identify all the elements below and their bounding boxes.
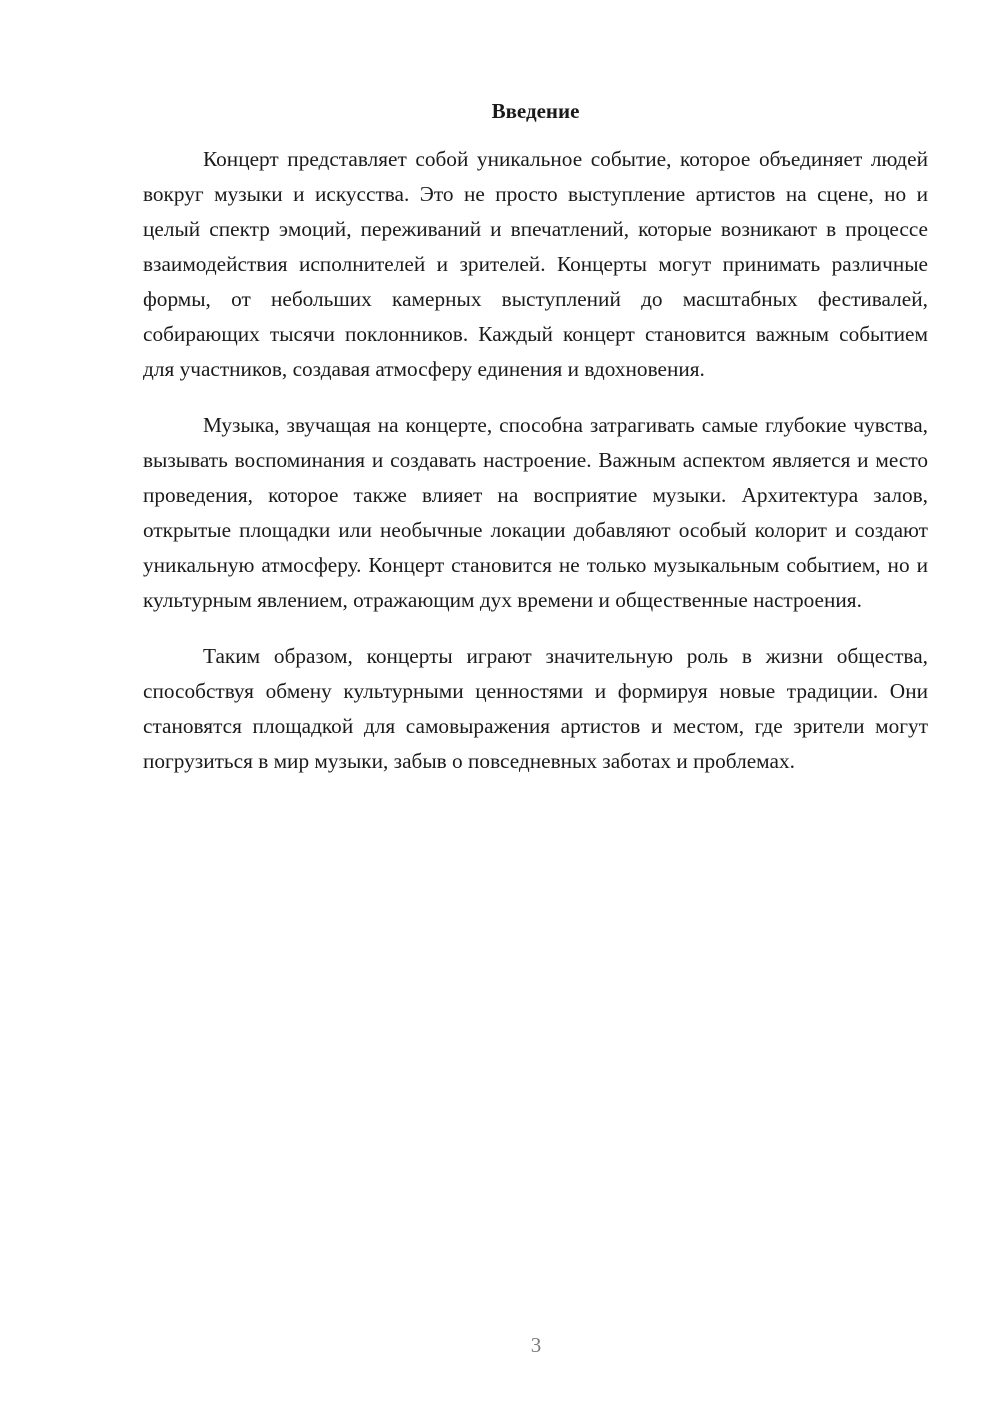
section-title: Введение <box>491 99 580 123</box>
document-page <box>143 96 928 800</box>
page-number: 3 <box>530 1333 542 1357</box>
paragraph-2: Музыка, звучащая на концерте, способна затрагивать самые глубокие чувства, вызывать воспоминания и создавать настроение. Важным аспектом является и место проведения, которое также влияет на восприятие музыки. Архитектура залов, открытые площадки или необычные локации добавляют особый колорит и создают уникальную атмосферу. Концерт становится не только музыкальным событием, но и культурным явлением, отражающим дух времени и общественные настроения. <box>143 413 928 612</box>
paragraph-3: Таким образом, концерты играют значительную роль в жизни общества, способствуя обмену культурными ценностями и формируя новые традиции. Они становятся площадкой для самовыражения артистов и местом, где зрители могут погрузиться в мир музыки, забыв о повседневных заботах и проблемах. <box>143 644 928 773</box>
paragraph-1: Концерт представляет собой уникальное событие, которое объединяет людей вокруг музыки и искусства. Это не просто выступление артистов на сцене, но и целый спектр эмоций, переживаний и впечатлений, которые возникают в процессе взаимодействия исполнителей и зрителей. Концерты могут принимать различные формы, от небольших камерных выступлений до масштабных фестивалей, собирающих тысячи поклонников. Каждый концерт становится важным событием для участников, создавая атмосферу единения и вдохновения. <box>143 147 928 381</box>
